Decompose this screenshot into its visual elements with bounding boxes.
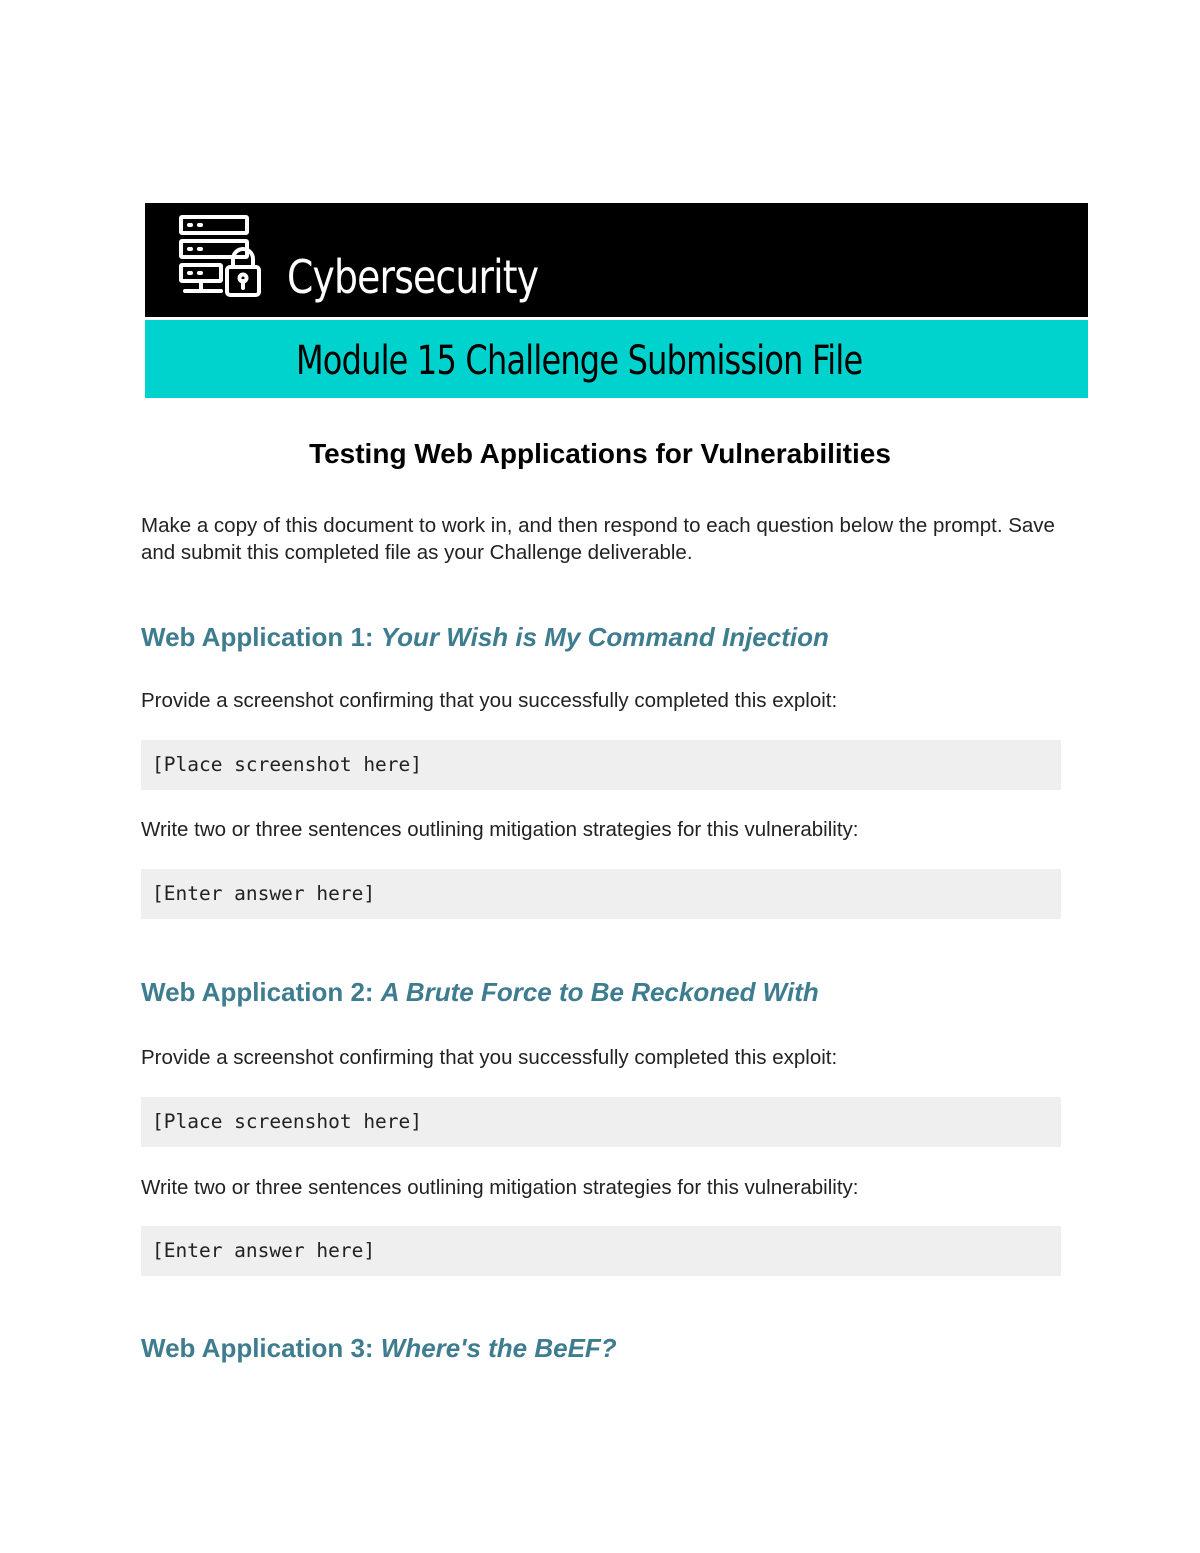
section-heading-prefix: Web Application 2: — [141, 977, 381, 1007]
section-heading-title: A Brute Force to Be Reckoned With — [380, 977, 819, 1007]
answer-box[interactable] — [141, 869, 1061, 919]
screenshot-prompt: Provide a screenshot confirming that you successfully completed this exploit: — [141, 689, 838, 712]
section-heading-title: Where's the BeEF? — [380, 1333, 617, 1363]
screenshot-placeholder-box[interactable] — [141, 1097, 1061, 1147]
screenshot-placeholder: [Place screenshot here] — [152, 1110, 423, 1133]
module-title: Module 15 Challenge Submission File — [296, 338, 863, 384]
header-banner — [145, 203, 1088, 317]
section-heading-2 — [141, 975, 819, 1009]
mitigation-prompt: Write two or three sentences outlining mitigation strategies for this vulnerability: — [141, 818, 859, 841]
section-heading-3 — [141, 1331, 617, 1365]
section-heading-prefix: Web Application 1: — [141, 622, 381, 652]
answer-placeholder: [Enter answer here] — [152, 1239, 376, 1262]
brand-name: Cybersecurity — [287, 250, 539, 304]
screenshot-placeholder-box[interactable] — [141, 740, 1061, 790]
server-lock-icon — [177, 211, 267, 299]
screenshot-placeholder: [Place screenshot here] — [152, 753, 423, 776]
section-heading-prefix: Web Application 3: — [141, 1333, 381, 1363]
screenshot-prompt: Provide a screenshot confirming that you successfully completed this exploit: — [141, 1046, 838, 1069]
answer-box[interactable] — [141, 1226, 1061, 1276]
mitigation-prompt: Write two or three sentences outlining mitigation strategies for this vulnerability: — [141, 1176, 859, 1199]
document-title: Testing Web Applications for Vulnerabilities — [309, 438, 891, 469]
section-heading-title: Your Wish is My Command Injection — [380, 622, 829, 652]
intro-paragraph: Make a copy of this document to work in, and then respond to each question below the prompt. Save and submit this completed file as your Challenge deliverable. — [141, 514, 1055, 564]
section-heading-1 — [141, 620, 829, 654]
module-banner — [145, 320, 1088, 398]
answer-placeholder: [Enter answer here] — [152, 882, 376, 905]
